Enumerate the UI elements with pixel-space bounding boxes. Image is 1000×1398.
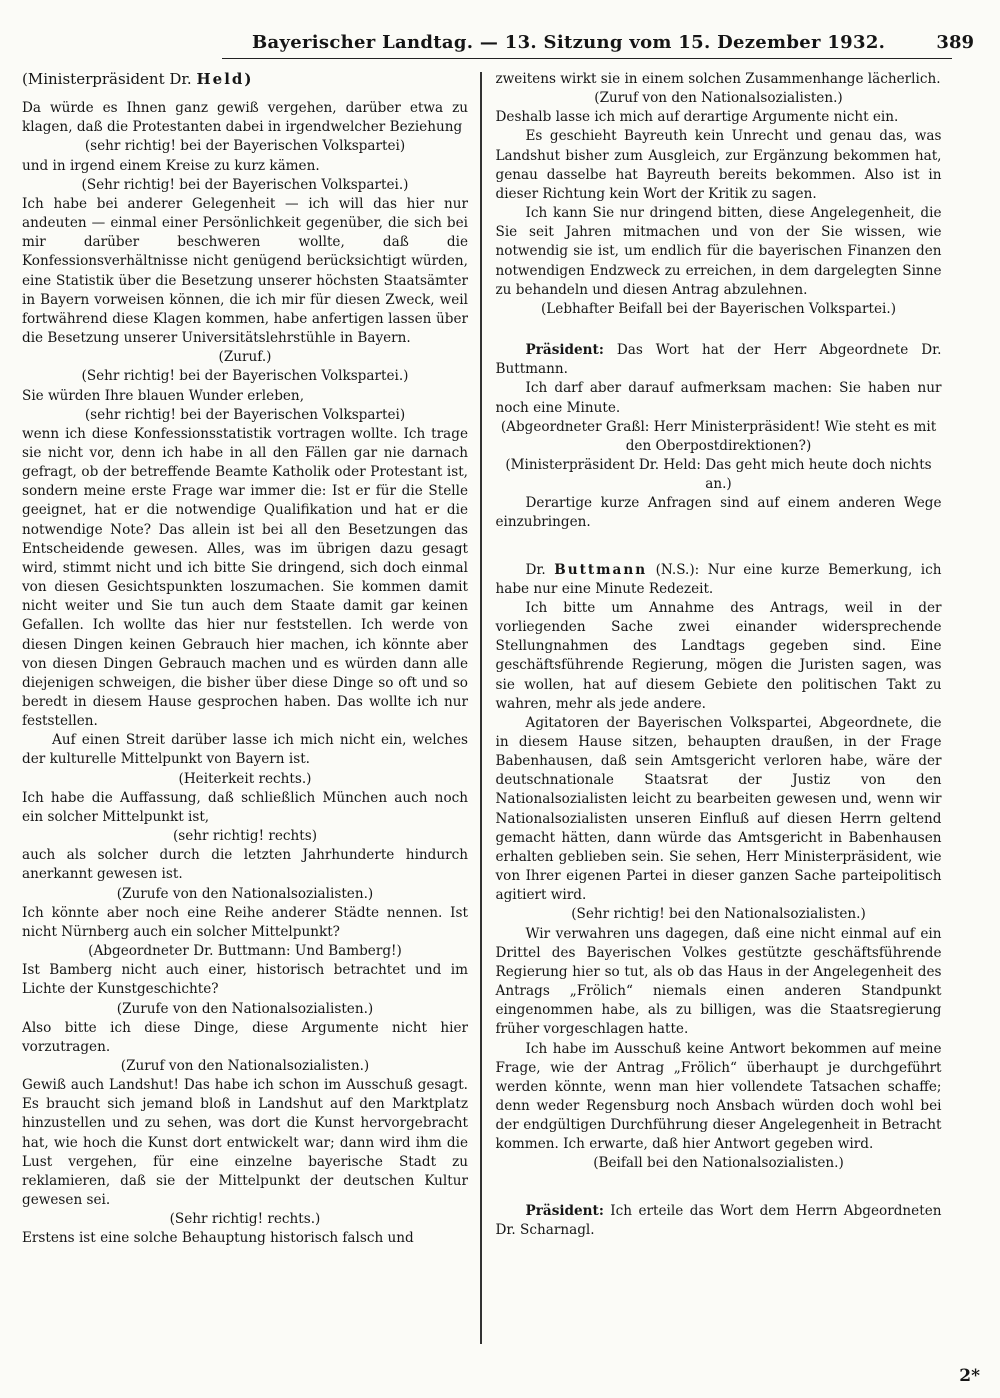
paragraph: auch als solcher durch die letzten Jahrhunderte hindurch anerkannt gewesen ist. [22, 847, 468, 883]
column-divider [480, 72, 482, 1344]
right-body-3 [496, 599, 942, 1174]
paragraph: Auf einen Streit darüber lasse ich mich nicht ein, welches der kulturelle Mittelpunkt von Bayern ist. [22, 732, 468, 768]
interjection: (Abgeordneter Graßl: Herr Ministerpräsident! Wie steht es mit den Oberpostdirektionen?) [500, 418, 937, 454]
paragraph: Ich habe im Ausschuß keine Antwort bekommen auf meine Frage, wie der Antrag „Frölich“ überhaupt je durchgeführt werden könnte, wenn man hier vollendete Tatsachen schaffe; denn weder Regensburg noch Ansbach würden doch wohl bei der endgültigen Durchführung dieser Angelegenheit in Betracht kommen. Ich erwarte, daß hier Antwort gegeben wird. [495, 1040, 942, 1153]
interjection: (Sehr richtig! bei der Bayerischen Volkspartei.) [81, 176, 409, 193]
president-text: Ich erteile das Wort dem Herrn Abgeordneten Dr. Scharnagl. [495, 1202, 942, 1238]
president-label: Präsident: [525, 1202, 604, 1219]
text-columns [22, 70, 974, 1344]
president-label: Präsident: [525, 342, 604, 359]
president-text: Das Wort hat der Herr Abgeordnete Dr. Buttmann. [495, 342, 942, 378]
paragraph: Ich habe die Auffassung, daß schließlich München auch noch ein solcher Mittelpunkt ist, [22, 789, 468, 825]
paragraph: Derartige kurze Anfragen sind auf einem anderen Wege einzubringen. [495, 495, 942, 531]
paragraph: Erstens ist eine solche Behauptung historisch falsch und [22, 1230, 414, 1247]
interjection: (Zuruf von den Nationalsozialisten.) [594, 90, 843, 107]
interjection: (Abgeordneter Dr. Buttmann: Und Bamberg!) [88, 943, 402, 960]
interjection: (Sehr richtig! bei der Bayerischen Volkspartei.) [81, 368, 409, 385]
right-column [496, 70, 942, 1344]
interjection: (Beifall bei den Nationalsozialisten.) [593, 1155, 844, 1172]
president-statement-1 [496, 341, 942, 379]
buttmann-name: Buttmann [554, 561, 648, 578]
paragraph: Deshalb lasse ich mich auf derartige Argumente nicht ein. [495, 109, 899, 126]
left-column [22, 70, 468, 1344]
paragraph: Gewiß auch Landshut! Das habe ich schon im Ausschuß gesagt. Es braucht sich jemand bloß in Landshut auf den Marktplatz hinzustellen und zu sehen, was dort die Kunst hervorgebracht hat, wie hoch die Kunst dort entwickelt war; dann wird ihm die Lust vergehen, für eine einzelne bayerische Stadt zu reklamieren, daß sie der Mittelpunkt der deutschen Kultur gewesen sei. [22, 1077, 468, 1209]
paragraph: Ich darf aber darauf aufmerksam machen: Sie haben nur noch eine Minute. [495, 380, 942, 416]
president-statement-2 [496, 1202, 942, 1240]
buttmann-text: (N.S.): Nur eine kurze Bemerkung, ich habe nur eine Minute Redezeit. [495, 561, 942, 597]
paragraph: Ich bitte um Annahme des Antrags, weil in der vorliegenden Sache zwei einander widersprechende Stellungnahmen des Landtags gegeben sind. Eine geschäftsführende Regierung, mögen die Juristen sagen, was sie wollen, hat auf diesem Gebiete den politischen Takt zu wahren, mehr als jede andere. [495, 599, 942, 712]
paragraph: Also bitte ich diese Dinge, diese Argumente nicht hier vorzutragen. [22, 1019, 468, 1055]
paragraph: wenn ich diese Konfessionsstatistik vortragen wollte. Ich trage sie nicht vor, denn ich habe in all den Fällen gar nie darnach gefragt, ob der betreffende Beamte Katholik oder Protestant ist, sondern meine erste Frage war immer die: Ist er für die Stelle geeignet, hat er die notwendige Qualifikation und hat er die notwendige Note? Das allein ist bei all den Besetzungen das Entscheidende gewesen. Alles, was im übrigen dazu gesagt wird, stimmt nicht und ich bitte Sie dringend, sich doch einmal von diesen Gesichtspunkten loszumachen. Sie kommen damit nicht weiter und Sie tun auch dem Staate damit gar keinen Gefallen. Ich wollte das hier nur feststellen. Ich werde von diesen Dingen keinen Gebrauch hier machen, ich könnte aber von diesen Dingen Gebrauch machen und es würden dann alle diejenigen schweigen, die bisher über diese Dinge so oft und so beredt in diesem Hause gesprochen haben. Das wollte ich nur feststellen. [22, 425, 468, 730]
spacer [496, 1174, 942, 1202]
interjection: (Zurufe von den Nationalsozialisten.) [116, 1000, 374, 1017]
paragraph: zweitens wirkt sie in einem solchen Zusammenhange lächerlich. [495, 71, 941, 87]
interjection: (Zurufe von den Nationalsozialisten.) [116, 885, 374, 902]
right-body-2 [496, 379, 942, 532]
paragraph: Ist Bamberg nicht auch einer, historisch betrachtet und im Lichte der Kunstgeschichte? [22, 962, 468, 998]
speaker-prefix: (Ministerpräsident Dr. [22, 70, 192, 88]
speaker-name: Held) [196, 70, 254, 88]
header-title: Bayerischer Landtag. — 13. Sitzung vom 15. Dezember 1932. [252, 32, 886, 53]
buttmann-prefix: Dr. [525, 561, 546, 578]
interjection: (Heiterkeit rechts.) [178, 770, 312, 787]
paragraph: Da würde es Ihnen ganz gewiß vergehen, darüber etwa zu klagen, daß die Protestanten dabei in irgendwelcher Beziehung [22, 100, 468, 136]
signature-mark: 2* [959, 1366, 980, 1386]
running-header [222, 28, 974, 59]
left-body [22, 99, 468, 1248]
interjection: (Sehr richtig! rechts.) [169, 1211, 321, 1228]
spacer [496, 533, 942, 561]
right-body-1 [496, 70, 942, 319]
interjection: (Zuruf.) [218, 349, 272, 366]
paragraph: Sie würden Ihre blauen Wunder erleben, [22, 387, 305, 404]
interjection: (sehr richtig! bei der Bayerischen Volkspartei) [84, 406, 406, 423]
interjection: (Lebhafter Beifall bei der Bayerischen Volkspartei.) [540, 300, 897, 317]
interjection: (Sehr richtig! bei den Nationalsozialisten.) [571, 906, 866, 923]
page-number: 389 [936, 32, 974, 53]
paragraph: Ich habe bei anderer Gelegenheit — ich will das hier nur andeuten — einmal einer Persönlichkeit gegenüber, die sich bei mir darüber beschweren wollte, daß die Konfessionsverhältnisse nicht genügend berücksichtigt würden, eine Statistik über die Besetzung unserer höchsten Staatsämter in Bayern vorweisen können, die ich mir für diesen Zweck, weil fortwährend diese Klagen kommen, habe anfertigen lassen über die Besetzung unserer Universitätslehrstühle in Bayern. [22, 195, 468, 347]
speaker-continuation [22, 70, 468, 89]
paragraph: Ich könnte aber noch eine Reihe anderer Städte nennen. Ist nicht Nürnberg auch ein solcher Mittelpunkt? [22, 904, 468, 940]
interjection: (sehr richtig! rechts) [172, 828, 318, 845]
spacer [496, 319, 942, 341]
paragraph: Wir verwahren uns dagegen, daß eine nicht einmal auf ein Drittel des Bayerischen Volkes gestützte geschäftsführende Regierung hier so tut, als ob das Haus in der Angelegenheit des Antrags „Frölich“ niemals einen anderen Standpunkt eingenommen habe, als zu billigen, was die Staatsregierung früher vorgeschlagen hatte. [495, 925, 942, 1038]
interjection: (sehr richtig! bei der Bayerischen Volkspartei) [84, 138, 406, 155]
paragraph: Ich kann Sie nur dringend bitten, diese Angelegenheit, die Sie seit Jahren mitmachen und von der Sie wissen, wie notwendig sie ist, um endlich für die bayerischen Finanzen den notwendigen Endzweck zu erreichen, in dem dargelegten Sinne zu behandeln und diesen Antrag abzulehnen. [495, 205, 942, 298]
interjection: (Zuruf von den Nationalsozialisten.) [120, 1057, 370, 1074]
paragraph: Es geschieht Bayreuth kein Unrecht und genau das, was Landshut bisher zum Ausgleich, zur Ergänzung bekommen hat, genau dasselbe hat Bayreuth bereits bekommen. Also ist in dieser Richtung kein Wort der Kritik zu sagen. [495, 128, 942, 202]
paragraph: und in irgend einem Kreise zu kurz kämen. [22, 157, 320, 174]
interjection: (Ministerpräsident Dr. Held: Das geht mich heute doch nichts an.) [505, 456, 932, 493]
paragraph: Agitatoren der Bayerischen Volkspartei, Abgeordnete, die in diesem Hause sitzen, behaupten draußen, in der Frage Babenhausen, daß sein Amtsgericht verloren habe, wäre der deutschnationale Staatsrat der Justiz von den Nationalsozialisten leicht zu bearbeiten gewesen und, wenn wir Nationalsozialisten unseren Einfluß auf diesen Herrn geltend gemacht hätten, dann würde das Amtsgericht in Babenhausen erhalten geblieben sein. Sie sehen, Herr Ministerpräsident, wie von Ihrer eigenen Partei in dieser ganzen Sache parteipolitisch agitiert wird. [495, 714, 942, 904]
buttmann-statement [496, 561, 942, 599]
